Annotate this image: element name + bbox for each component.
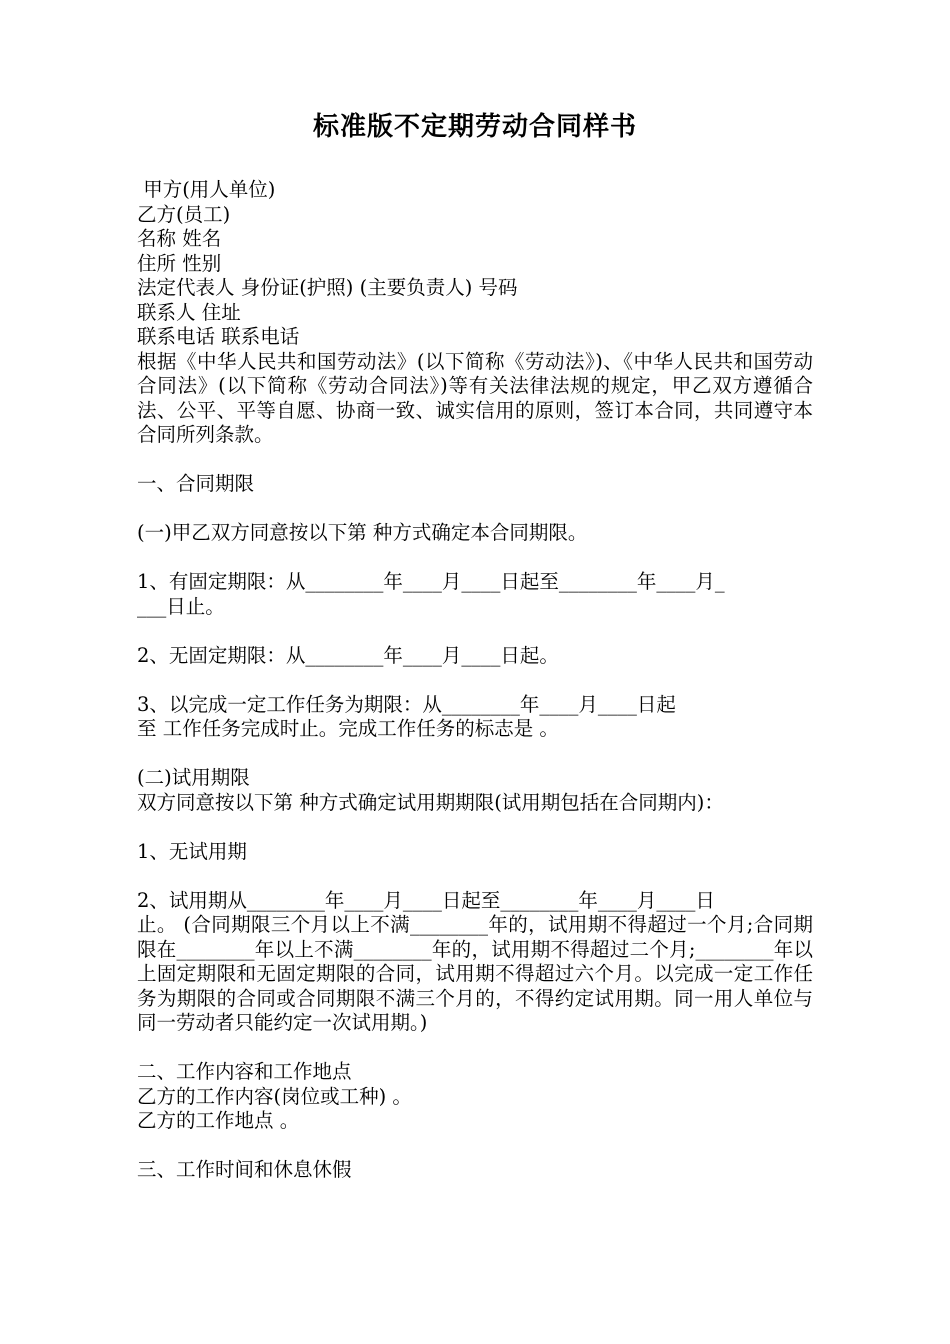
task-term-line2: 至 工作任务完成时止。完成工作任务的标志是 。 xyxy=(137,717,559,740)
section3-heading: 三、工作时间和休息休假 xyxy=(137,1158,352,1181)
probation-desc: 双方同意按以下第 种方式确定试用期期限(试用期包括在合同期内)： xyxy=(137,790,724,814)
probation-item1: 1、无试用期 xyxy=(137,839,247,863)
address-line: 住所 性别 xyxy=(137,251,222,275)
document-title: 标准版不定期劳动合同样书 xyxy=(312,112,637,142)
section1-heading: 一、合同期限 xyxy=(137,472,255,495)
task-term-line1: 3、以完成一定工作任务为期限：从________年____月____日起 xyxy=(137,692,676,716)
probation-item2-line1: 2、试用期从________年____月____日起至________年____月____日 xyxy=(137,888,715,912)
work-location-line: 乙方的工作地点 。 xyxy=(137,1109,300,1132)
work-content-line: 乙方的工作内容(岗位或工种) 。 xyxy=(137,1084,412,1108)
party-a-line: 甲方(用人单位) xyxy=(137,178,276,201)
fixed-term-line1: 1、有固定期限：从________年____月____日起至________年____月_ xyxy=(137,570,725,593)
fixed-term-line2: ___日止。 xyxy=(137,594,225,618)
preamble-paragraph: 根据《中华人民共和国劳动法》(以下简称《劳动法》)、《中华人民共和国劳动合同法》(以下简称《劳动合同法》)等有关法律法规的规定，甲乙双方遵循合法、公平、平等自愿、协商一致、诚实信用的原则，签订本合同，共同遵守本合同所列条款。 xyxy=(137,349,813,446)
probation-item2-rest: 止。 (合同期限三个月以上不满________年的，试用期不得超过一个月;合同期限在________年以上不满________年的，试用期不得超过二个月;________年以上固定期限和无固定期限的合同，试用期不得超过六个月。以完成一定工作任务为期限的合同或合同期限不满三个月的，不得约定试用期。同一用人单位与同一劳动者只能约定一次试用期。) xyxy=(137,913,813,1034)
contact-line: 联系人 住址 xyxy=(137,300,241,324)
section2-heading: 二、工作内容和工作地点 xyxy=(137,1060,352,1083)
probation-heading: (二)试用期限 xyxy=(137,766,250,789)
phone-line: 联系电话 联系电话 xyxy=(137,325,300,348)
party-b-line: 乙方(员工) xyxy=(137,202,231,226)
open-term-line: 2、无固定期限：从________年____月____日起。 xyxy=(137,643,559,667)
section1-sub1: (一)甲乙双方同意按以下第 种方式确定本合同期限。 xyxy=(137,521,588,544)
representative-line: 法定代表人 身份证(护照) (主要负责人) 号码 xyxy=(137,276,518,299)
document-body xyxy=(137,178,813,1183)
name-line: 名称 姓名 xyxy=(137,227,222,250)
